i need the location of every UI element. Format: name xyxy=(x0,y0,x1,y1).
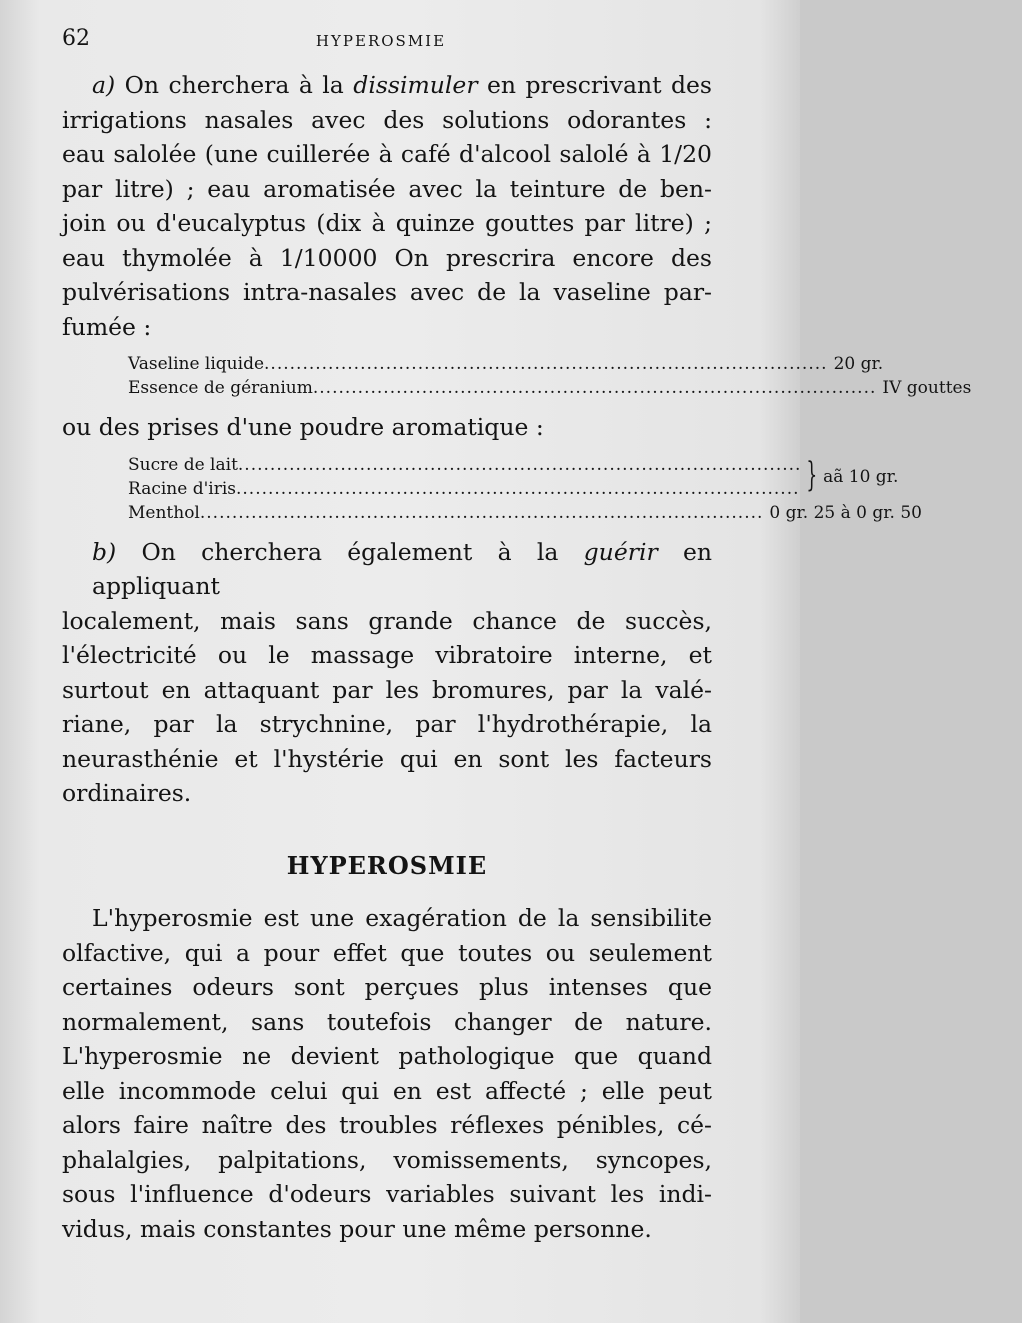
recipe-row xyxy=(128,376,972,400)
text-line: par litre) ; eau aromatisée avec la teinture de ben- xyxy=(62,174,712,203)
text-line xyxy=(62,68,712,103)
brace-symbol: } xyxy=(806,454,818,495)
ingredient-qty: 20 gr. xyxy=(833,354,884,374)
text-span: en prescrivant des xyxy=(477,71,712,99)
recipe-vaseline xyxy=(128,352,972,400)
running-title: HYPEROSMIE xyxy=(315,32,447,50)
paragraph-hyperosmie xyxy=(62,901,712,1246)
running-head xyxy=(62,26,760,56)
text-line: riane, par la strychnine, par l'hydrothérapie, la xyxy=(62,710,712,738)
recipe-row xyxy=(128,352,884,376)
text-line: irrigations nasales avec des solutions odorantes : xyxy=(62,105,712,134)
text-line: fumée : xyxy=(62,312,152,341)
page-number: 62 xyxy=(62,26,90,51)
emphasis-word: guérir xyxy=(583,537,658,566)
recipe-row xyxy=(128,501,922,525)
text-line: neurasthénie et l'hystérie qui en sont les facteurs xyxy=(62,744,712,773)
ingredient-qty: IV gouttes xyxy=(882,378,972,398)
recipe-powder xyxy=(128,453,922,525)
text-line xyxy=(62,535,712,604)
paragraph-b xyxy=(62,535,712,811)
text-line: phalalgies, palpitations, vomissements, syncopes, xyxy=(62,1145,712,1174)
ingredient-name: Sucre de lait xyxy=(128,454,238,475)
text-line: ordinaires. xyxy=(62,779,192,807)
text-line: olfactive, qui a pour effet que toutes ou seulement xyxy=(62,938,712,967)
text-line: vidus, mais constantes pour une même personne. xyxy=(62,1214,652,1243)
item-marker: a) xyxy=(92,71,116,99)
ingredient-name: Racine d'iris xyxy=(128,478,236,499)
paragraph-between xyxy=(62,410,712,445)
leader-dots xyxy=(313,376,877,400)
text-line: eau thymolée à 1/10000 On prescrira encore des xyxy=(62,243,712,272)
text-line: join ou d'eucalyptus (dix à quinze gouttes par litre) ; xyxy=(62,209,712,237)
ingredient-qty: aã 10 gr. xyxy=(823,466,899,487)
ingredient-qty: 0 gr. 25 à 0 gr. 50 xyxy=(769,502,922,523)
text-line: normalement, sans toutefois changer de nature. xyxy=(62,1007,712,1036)
recipe-row xyxy=(128,477,801,501)
text-span: en appliquant xyxy=(92,537,713,600)
text-line: localement, mais sans grande chance de succès, xyxy=(62,606,712,635)
text-line: l'électricité ou le massage vibratoire interne, et xyxy=(62,641,712,669)
leader-dots xyxy=(236,477,801,501)
text-line: elle incommode celui qui en est affecté ; elle peut xyxy=(62,1076,712,1105)
ingredient-name: Essence de géranium xyxy=(128,378,313,398)
text-line: L'hyperosmie ne devient pathologique que quand xyxy=(62,1042,712,1070)
leader-dots xyxy=(200,501,764,525)
text-line: certaines odeurs sont perçues plus intenses que xyxy=(62,973,712,1001)
text-line: L'hyperosmie est une exagération de la sensibilite xyxy=(92,904,712,932)
text-line: sous l'influence d'odeurs variables suivant les indi- xyxy=(62,1180,712,1208)
text-span: On cherchera à la xyxy=(115,71,354,99)
text-line: surtout en attaquant par les bromures, par la valé- xyxy=(62,675,712,704)
emphasis-word: dissimuler xyxy=(353,71,478,99)
item-marker: b) xyxy=(92,537,117,566)
recipe-group xyxy=(128,453,899,501)
text-line: alors faire naître des troubles réflexes pénibles, cé- xyxy=(62,1111,712,1139)
text-line: eau salolée (une cuillerée à café d'alcool salolé à 1/20 xyxy=(62,140,712,168)
recipe-row xyxy=(128,453,801,477)
section-heading: HYPEROSMIE xyxy=(286,850,488,880)
text-line: pulvérisations intra-nasales avec de la vaseline par- xyxy=(62,278,712,306)
text-span: On cherchera également à la xyxy=(116,537,584,566)
body-text xyxy=(62,68,972,1246)
leader-dots xyxy=(238,453,802,477)
leader-dots xyxy=(264,352,828,376)
text-line: ou des prises d'une poudre aromatique : xyxy=(62,413,544,441)
ingredient-name: Vaseline liquide xyxy=(128,354,265,374)
ingredient-name: Menthol xyxy=(128,502,200,523)
paragraph-a xyxy=(62,68,712,344)
